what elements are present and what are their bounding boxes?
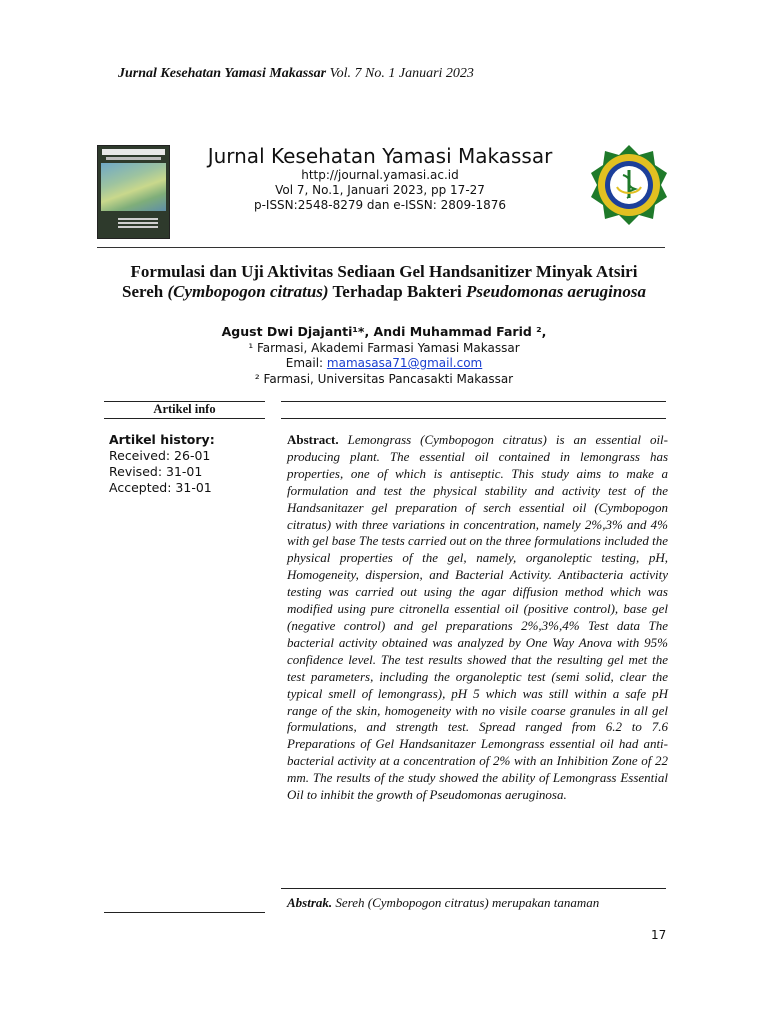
- abstract-bottom-rule: [281, 888, 666, 889]
- article-history: [109, 432, 215, 496]
- institution-logo: [583, 143, 675, 227]
- history-received: Received: 26-01: [109, 448, 211, 463]
- running-header-journal: Jurnal Kesehatan Yamasi Makassar: [118, 66, 327, 81]
- masthead-divider: [97, 247, 665, 248]
- info-heading-rule: [104, 418, 265, 419]
- abstract-english: [287, 432, 668, 804]
- article-info-heading: Artikel info: [153, 402, 216, 416]
- journal-cover-image: [97, 145, 170, 239]
- title-line-1: Formulasi dan Uji Aktivitas Sediaan Gel Handsanitizer Minyak Atsiri: [130, 262, 638, 281]
- affiliation-2: ² Farmasi, Universitas Pancasakti Makassar: [254, 372, 514, 386]
- masthead-issn: p-ISSN:2548-8279 dan e-ISSN: 2809-1876: [253, 198, 507, 212]
- article-title: [100, 262, 668, 302]
- running-header: [118, 66, 474, 82]
- affiliation-1: ¹ Farmasi, Akademi Farmasi Yamasi Makassar: [248, 341, 520, 355]
- abstract-top-rule: [281, 401, 666, 402]
- masthead: [180, 144, 580, 213]
- abstract-text: Lemongrass (Cymbopogon citratus) is an essential oil-producing plant. The essential oil contained in lemongrass has properties, one of which is antiseptic. This study aims to make a formulation and test the physical stability and activity test of the Handsanitazer gel preparation of serch essential oil (Cymbopogon citratus) with three variations in concentration, namely 2%,3% and 4% with gel base The tests carried out on the three formulations included the physical properties of the gel, namely, organoleptic testing, pH, Homogeneity, dispersion, and Bacterial Activity. Antibacteria activity testing was carried out using the agar diffusion method which was modified using pure citronella essential oil (positive control), base gel (negative control) and gel preparations 2%,3%,4% Test data The bacterial activity obtained was analyzed by One Way Anova with 95% confidence level. The test results showed that the resulting gel met the test parameters, including the organoleptic test (semi solid, clear the typical smell of lemongrass), pH 5 which was still within a safe pH range of the skin, homogeneity with no visile coarse granules in all gel formulations, and strength test. Spread ranged from 6.2 to 7.6 Preparations of Gel Handsanitazer Lemongrass essential oil had anti-bacterial activity at a concentration of 2% with an Inhibition Zone of 22 mm. The results of the study showed the ability of Lemongrass Essential Oil to inhibit the growth of Pseudomonas aeruginosa.: [287, 432, 668, 803]
- email-link[interactable]: mamasasa71@gmail.com: [326, 356, 483, 370]
- masthead-volume: Vol 7, No.1, Januari 2023, pp 17-27: [275, 183, 485, 197]
- info-bottom-rule: [104, 912, 265, 913]
- history-revised: Revised: 31-01: [109, 464, 203, 479]
- abstract-heading-rule: [281, 418, 666, 419]
- masthead-url: http://journal.yamasi.ac.id: [301, 168, 459, 182]
- abstract-label: Abstract.: [287, 432, 339, 447]
- abstrak-text: Sereh (Cymbopogon citratus) merupakan tanaman: [332, 895, 600, 910]
- title-line-2: Sereh (Cymbopogon citratus) Terhadap Bakteri Pseudomonas aeruginosa: [122, 282, 646, 301]
- abstrak-label: Abstrak.: [287, 895, 333, 910]
- email-label: Email:: [285, 356, 327, 370]
- page-number: 17: [651, 928, 667, 942]
- abstract-indonesian: [287, 894, 668, 911]
- history-accepted: Accepted: 31-01: [109, 480, 212, 495]
- email-line: [100, 355, 668, 371]
- running-header-issue: Vol. 7 No. 1 Januari 2023: [326, 66, 474, 81]
- masthead-journal-name: Jurnal Kesehatan Yamasi Makassar: [207, 144, 553, 168]
- authors: Agust Dwi Djajanti¹*, Andi Muhammad Farid ²,: [221, 324, 547, 339]
- history-title: Artikel history:: [109, 432, 215, 447]
